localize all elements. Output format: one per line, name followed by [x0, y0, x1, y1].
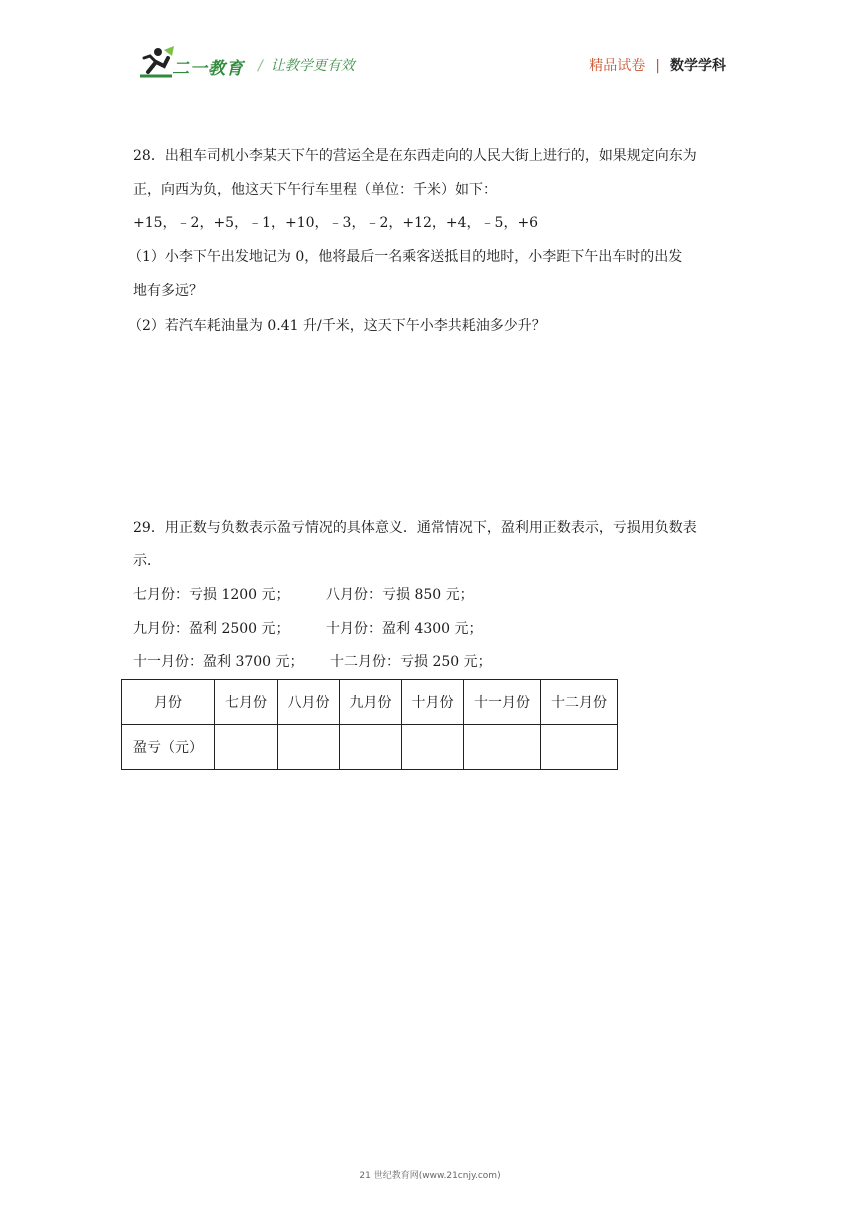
page-footer: 21 世纪教育网(www.21cnjy.com) — [359, 1171, 501, 1181]
table-header-cell: 九月份 — [340, 680, 402, 725]
table-answer-cell — [215, 725, 278, 770]
slogan-separator: / — [258, 58, 263, 74]
table-header-cell: 十月份 — [402, 680, 464, 725]
table-header-cell: 七月份 — [215, 680, 278, 725]
q28-line-2: 正，向西为负，他这天下午行车里程（单位：千米）如下： — [133, 182, 497, 198]
table-header-cell: 十一月份 — [464, 680, 541, 725]
q29-october: 十月份：盈利 4300 元； — [326, 621, 483, 637]
header-slogan — [258, 55, 355, 75]
q29-september: 九月份：盈利 2500 元； — [133, 621, 290, 637]
q29-july: 七月份：亏损 1200 元； — [133, 587, 290, 603]
logo-text: 二一教育 — [172, 59, 244, 79]
table-header-cell: 十二月份 — [541, 680, 618, 725]
table-answer-cell — [278, 725, 340, 770]
table-answer-cell — [340, 725, 402, 770]
header-right — [589, 55, 726, 75]
header-subject: 数学学科 — [670, 58, 726, 74]
q29-line-2: 示． — [133, 553, 161, 569]
table-header-row — [122, 680, 618, 725]
q29-november: 十一月份：盈利 3700 元； — [133, 654, 304, 670]
table-header-cell: 月份 — [122, 680, 215, 725]
table-answer-cell — [402, 725, 464, 770]
q29-line-1: 29．用正数与负数表示盈亏情况的具体意义．通常情况下，盈利用正数表示，亏损用负数表 — [133, 520, 697, 536]
table-answer-cell — [464, 725, 541, 770]
q28-mileage: +15，﹣2，+5，﹣1，+10，﹣3，﹣2，+12，+4，﹣5，+6 — [133, 215, 539, 231]
table-row-label: 盈亏（元） — [122, 725, 215, 770]
header-label: 精品试卷 — [589, 58, 646, 74]
q28-part1-line-2: 地有多远？ — [133, 283, 203, 299]
header-divider: | — [655, 58, 660, 74]
slogan-text: 让教学更有效 — [270, 58, 355, 74]
q28-part2: （2）若汽车耗油量为 0.41 升/千米，这天下午小李共耗油多少升？ — [128, 318, 546, 334]
q29-august: 八月份：亏损 850 元； — [326, 587, 474, 603]
q28-line-1: 28．出租车司机小李某天下午的营运全是在东西走向的人民大街上进行的，如果规定向东为 — [133, 148, 697, 164]
table-row — [122, 725, 618, 770]
profit-loss-table — [121, 679, 618, 770]
q28-part1-line-1: （1）小李下午出发地记为 0，他将最后一名乘客送抵目的地时，小李距下午出车时的出发 — [128, 249, 683, 265]
page-header — [0, 0, 860, 100]
q29-december: 十二月份：亏损 250 元； — [330, 654, 492, 670]
table-header-cell: 八月份 — [278, 680, 340, 725]
table-answer-cell — [541, 725, 618, 770]
